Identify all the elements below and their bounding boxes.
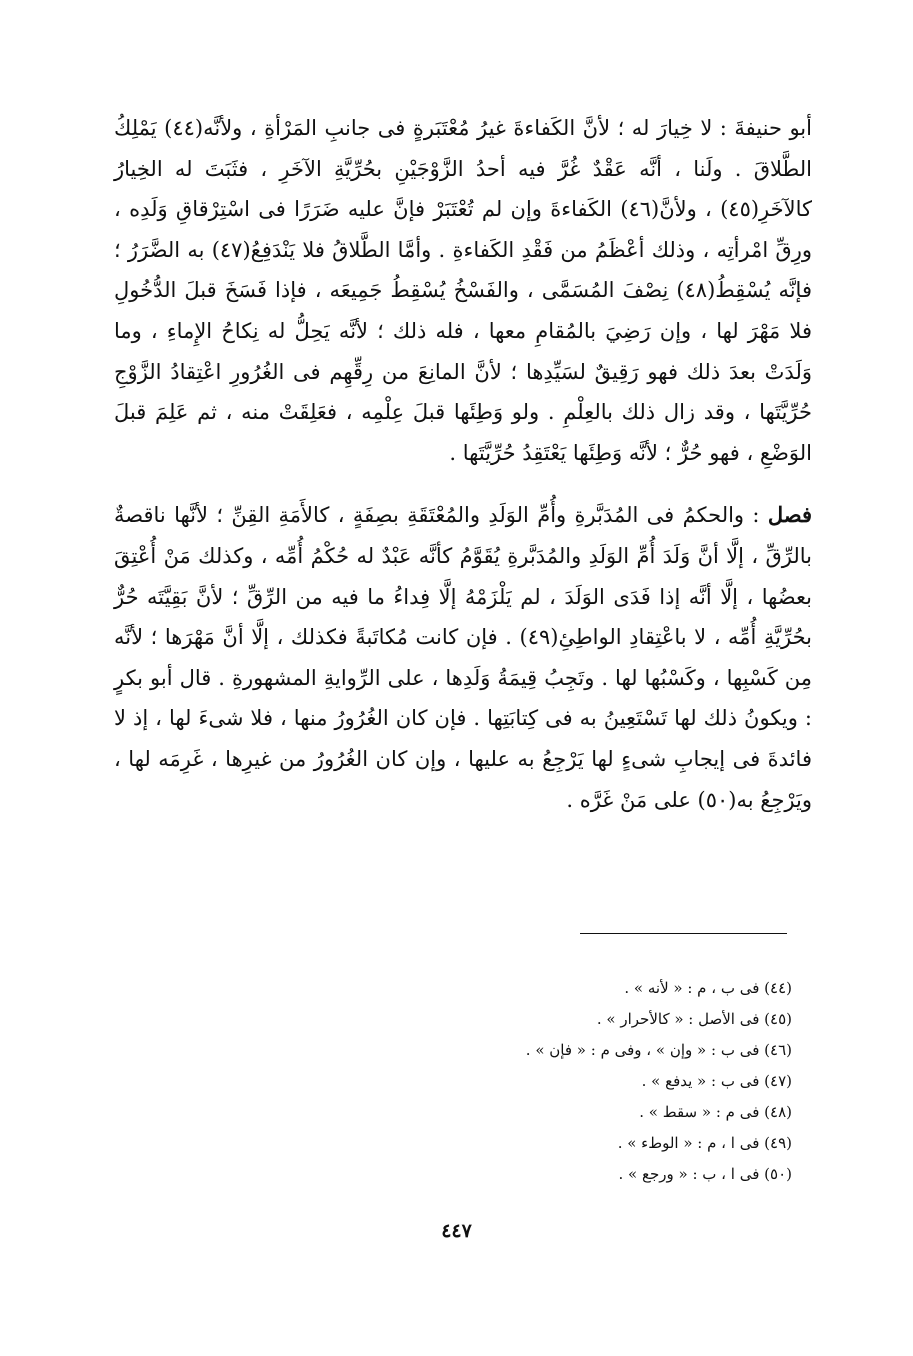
page-number: ٤٤٧: [441, 1220, 472, 1242]
footnotes-list: [460, 973, 792, 1190]
footnote-47: (٤٧) فى ب : « يدفع » .: [641, 1072, 792, 1090]
footnote-48: (٤٨) فى م : « سقط » .: [639, 1103, 792, 1121]
footnote-44: (٤٤) فى ب ، م : « لأنه » .: [624, 979, 792, 997]
paragraph-2-text: : والحكمُ فى المُدَبَّرةِ وأُمِّ الوَلَدِ والمُعْتَقَةِ بصِفَةٍ ، كالأَمَةِ القِنِّ ؛ لأنَّها ناقصةٌ بالرِّقِّ ، إلَّا أنَّ وَلَدَ أُمِّ الوَلَدِ والمُدَبَّرةِ يُقَوَّمُ كأنَّه عَبْدٌ له حُكْمُ أُمِّه ، وكذلك مَنْ أُعْتِقَ بعضُها ، إلَّا أنَّه إذا فَدَى الوَلَدَ ، لم يَلْزَمْهُ إلَّا فِداءُ ما فيه من الرِّقِّ ؛ لأنَّ بَقِيَّتَه حُرٌّ بحُرِّيَّةِ أُمِّه ، لا باعْتِقادِ الواطِئِ(٤٩) . فإن كانت مُكاتَبةً فكذلك ، إلَّا أنَّ مَهْرَها ؛ لأنَّه مِن كَسْبِها ، وكَسْبُها لها . وتَجِبُ قِيمَةُ وَلَدِها ، على الرِّوايةِ المشهورةِ . قال أبو بكرٍ : ويكونُ ذلك لها تَسْتَعِينُ به فى كِتابَتِها . فإن كان الغُرُورُ منها ، فلا شىءَ لها ، إذ لا فائدةَ فى إيجابِ شىءٍ لها يَرْجِعُ به عليها ، وإن كان الغُرُورُ من غيرِها ، غَرِمَه لها ، ويَرْجِعُ به(٥٠) على مَنْ غَرَّه .: [114, 503, 813, 812]
footnote-divider: [580, 933, 787, 934]
main-text-block: [114, 108, 812, 820]
paragraph-2: [114, 495, 812, 820]
footnote-46: (٤٦) فى ب : « وإن » ، وفى م : « فإن » .: [525, 1041, 792, 1059]
paragraph-1: أبو حنيفةَ : لا خِيارَ له ؛ لأنَّ الكَفاءةَ غيرُ مُعْتَبَرةٍ فى جانبِ المَرْأةِ ، ولأنَّه(٤٤) يَمْلِكُ الطَّلاقَ . ولَنا ، أنَّه عَقْدٌ غُرَّ فيه أحدُ الزَّوْجَيْنِ بحُرِّيَّةِ الآخَرِ ، فثَبَتَ له الخِيارُ كالآخَرِ(٤٥) ، ولأنَّ(٤٦) الكَفاءةَ وإن لم تُعْتَبَرْ فإنَّ عليه ضَرَرًا فى اسْتِرْقاقِ وَلَدِه ، ورِقِّ امْرأتِه ، وذلك أعْظَمُ من فَقْدِ الكَفاءةِ . وأمَّا الطَّلاقُ فلا يَنْدَفِعُ(٤٧) به الضَّرَرُ ؛ فإنَّه يُسْقِطُ(٤٨) نِصْفَ المُسَمَّى ، والفَسْخُ يُسْقِطُ جَمِيعَه ، فإذا فَسَخَ قبلَ الدُّخُولِ فلا مَهْرَ لها ، وإن رَضِيَ بالمُقامِ معها ، فله ذلك ؛ لأنَّه يَحِلُّ له نِكاحُ الإِماءِ ، وما وَلَدَتْ بعدَ ذلك فهو رَقِيقٌ لسَيِّدِها ؛ لأنَّ المانِعَ من رِقِّهِم فى الغُرُورِ اعْتِقادُ الزَّوْجِ حُرِّيَّتَها ، وقد زال ذلك بالعِلْمِ . ولو وَطِئَها قبلَ عِلْمِه ، فعَلِقَتْ منه ، ثم عَلِمَ قبلَ الوَضْعِ ، فهو حُرٌّ ؛ لأنَّه وَطِئَها يَعْتَقِدُ حُرِّيَّتَها .: [114, 116, 813, 465]
fasl-heading: فصل: [767, 502, 812, 528]
footnote-50: (٥٠) فى ا ، ب : « ورجع » .: [618, 1165, 792, 1183]
footnote-49: (٤٩) فى ا ، م : « الوطء » .: [617, 1134, 792, 1152]
footnote-45: (٤٥) فى الأصل : « كالأحرار » .: [596, 1010, 792, 1028]
